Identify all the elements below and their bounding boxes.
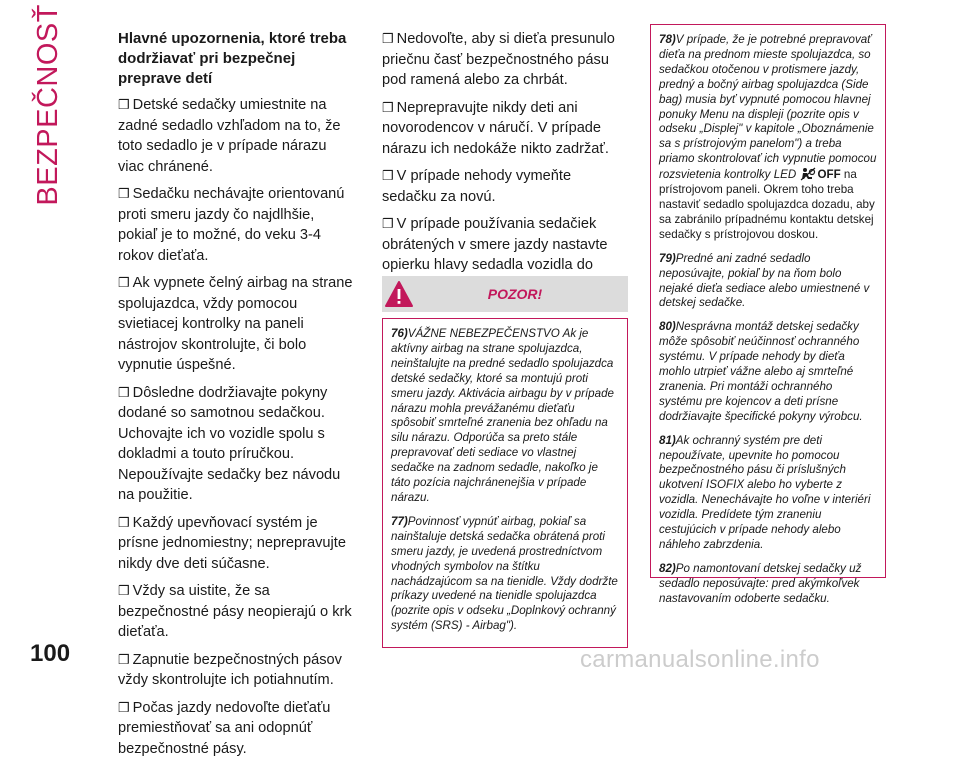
note-78: 78)V prípade, že je potrebné prepravovať dieťa na prednom mieste spolujazdca, so sedačkou otočenou v protismere jazdy, predný a bočný airbag spolujazdca (Side bag) musia byť vypnuté pomocou hlavnej ponuky Menu na displeji (pozrite opis v odseku „Displej" v kapitole „Oboznámenie sa s prístrojovým panelom") a treba priamo skontrolovať ich vypnutie pomocou rozsvietenia kontrolky LED OFF na prístrojovom paneli. Okrem toho treba nastaviť sedadlo spolujazdca dozadu, aby sa zabránilo prípadnému kontaktu detskej sedačky s prístrojovou doskou. bbox=[659, 33, 877, 241]
column-left bbox=[118, 29, 356, 766]
notes-box bbox=[650, 24, 886, 605]
section-tab bbox=[18, 4, 78, 214]
warning-title: POZOR! bbox=[487, 286, 543, 302]
checkbox-bullet-icon: ❒ bbox=[118, 651, 130, 667]
note-number: 78) bbox=[659, 33, 676, 46]
bullet-item: ❒ Detské sedačky umiestnite na zadné sedadlo vzhľadom na to, že toto sedadlo je v prípade nárazu viac chránené. bbox=[118, 97, 341, 175]
led-off-label: OFF bbox=[817, 168, 841, 182]
bullet-item: ❒ Dôsledne dodržiavajte pokyny dodané so samotnou sedačkou. Uchovajte ich vo vozidle spolu s dokladmi a touto príručkou. Nepoužívajte sedačky bez návodu na použitie. bbox=[118, 384, 341, 503]
section-heading: Hlavné upozornenia, ktoré treba dodržiavať pri bezpečnej preprave detí bbox=[118, 30, 347, 87]
note-number: 81) bbox=[659, 433, 676, 447]
bullet-item: ❒ Vždy sa uistite, že sa bezpečnostné pásy neopierajú o krk dieťaťa. bbox=[118, 583, 352, 640]
note-81: 81)Ak ochranný systém pre deti nepoužívate, upevnite ho pomocou bezpečnostného pásu či príslušných ukotvení ISOFIX alebo ho vyberte z vozidla. Nenechávajte ho voľne v interiéri vozidla. Predídete tým zraneniu cestujúcich v prípade nehody alebo náhleho zabrzdenia. bbox=[659, 433, 871, 551]
checkbox-bullet-icon: ❒ bbox=[118, 186, 130, 201]
bullet-item: ❒ V prípade nehody vymeňte sedačku za novú. bbox=[382, 168, 572, 205]
page-number: 100 bbox=[30, 640, 71, 667]
bullet-item: ❒ Nedovoľte, aby si dieťa presunulo priečnu časť bezpečnostného pásu pod ramená alebo za chrbát. bbox=[382, 31, 615, 88]
checkbox-bullet-icon: ❒ bbox=[382, 31, 394, 46]
checkbox-bullet-icon: ❒ bbox=[118, 514, 130, 530]
note-number: 80) bbox=[659, 320, 676, 334]
note-number: 77) bbox=[391, 514, 408, 528]
note-80: 80)Nesprávna montáž detskej sedačky môže spôsobiť neúčinnosť ochranného systému. V prípade nehody by dieťa mohlo utrpieť vážne alebo aj smrteľné zranenia. Pri montáži ochranného systému pre kojencov a deti prísne dodržiavajte špecifické pokyny výrobcu. bbox=[659, 320, 863, 423]
warning-header bbox=[382, 276, 628, 312]
bullet-item: ❒ Zapnutie bezpečnostných pásov vždy skontrolujte ich potiahnutím. bbox=[118, 651, 342, 688]
bullet-item: ❒ Neprepravujte nikdy deti ani novorodencov v náručí. V prípade nárazu ich nedokáže nikto zadržať. bbox=[382, 99, 609, 157]
bullet-item: ❒ Počas jazdy nedovoľte dieťaťu premiestňovať sa ani odopnúť bezpečnostné pásy. bbox=[118, 699, 331, 757]
section-tab-label: BEZPEČNOSŤ bbox=[31, 4, 64, 206]
checkbox-bullet-icon: ❒ bbox=[118, 583, 130, 598]
checkbox-bullet-icon: ❒ bbox=[118, 699, 130, 715]
note-79: 79)Predné ani zadné sedadlo neposúvajte, pokiaľ by na ňom bolo nejaké dieťa sediace alebo umiestnené v detskej sedačke. bbox=[659, 251, 870, 310]
bullet-item: ❒ V prípade používania sedačiek obrátených v smere jazdy nastavte opierku hlavy sedadla vozidla do bbox=[382, 216, 608, 273]
watermark-text: carmanualsonline.info bbox=[580, 646, 820, 673]
checkbox-bullet-icon: ❒ bbox=[118, 97, 130, 112]
checkbox-bullet-icon: ❒ bbox=[382, 99, 394, 115]
note-77: 77)Povinnosť vypnúť airbag, pokiaľ sa nainštaluje detská sedačka obrátená proti smeru jazdy, je uvedená prostredníctvom vhodných symbolov na štítku nachádzajúcom sa na tienidle. Vždy dodržte príkazy uvedené na tienidle spolujazdca (pozrite opis v odseku „Doplnkový ochranný systém (SRS) - Airbag"). bbox=[391, 514, 618, 633]
note-76: 76)VÁŽNE NEBEZPEČENSTVO Ak je aktívny airbag na strane spolujazdca, neinštalujte na predné sedadlo spolujazdca detské sedačky, ktoré sa montujú proti smeru jazdy. Aktivácia airbagu by v prípade nárazu mohla prevážanému dieťaťu spôsobiť smrteľné zranenia bez ohľadu na silu nárazu. Odporúča sa preto stále prepravovať deti sediace vo vlastnej sedačke na zadnom sedadle, nakoľko je táto pozícia najchránenejšia v prípade nárazu. bbox=[391, 327, 614, 504]
warning-box bbox=[382, 318, 628, 648]
checkbox-bullet-icon: ❒ bbox=[118, 384, 130, 400]
note-82: 82)Po namontovaní detskej sedačky už sedadlo neposúvajte: pred akýmkoľvek nastavovaním odoberte sedačku. bbox=[659, 561, 862, 605]
checkbox-bullet-icon: ❒ bbox=[118, 275, 130, 290]
bullet-item: ❒ Sedačku nechávajte orientovanú proti smeru jazdy čo najdlhšie, pokiaľ je to možné, do veku 3-4 rokov dieťaťa. bbox=[118, 186, 345, 264]
checkbox-bullet-icon: ❒ bbox=[382, 168, 394, 183]
note-number: 79) bbox=[659, 251, 676, 265]
checkbox-bullet-icon: ❒ bbox=[382, 216, 394, 231]
bullet-item: ❒ Každý upevňovací systém je prísne jednomiestny; neprepravujte nikdy dve deti súčasne. bbox=[118, 514, 346, 572]
airbag-off-led-icon bbox=[800, 167, 816, 181]
column-middle bbox=[382, 29, 628, 303]
note-number: 82) bbox=[659, 561, 676, 575]
note-number: 76) bbox=[391, 327, 408, 340]
bullet-item: ❒ Ak vypnete čelný airbag na strane spolujazdca, vždy pomocou svietiacej kontrolky na paneli nástrojov skontrolujte, či bolo vypnutie úspešné. bbox=[118, 275, 353, 373]
warning-triangle-icon bbox=[384, 280, 414, 308]
